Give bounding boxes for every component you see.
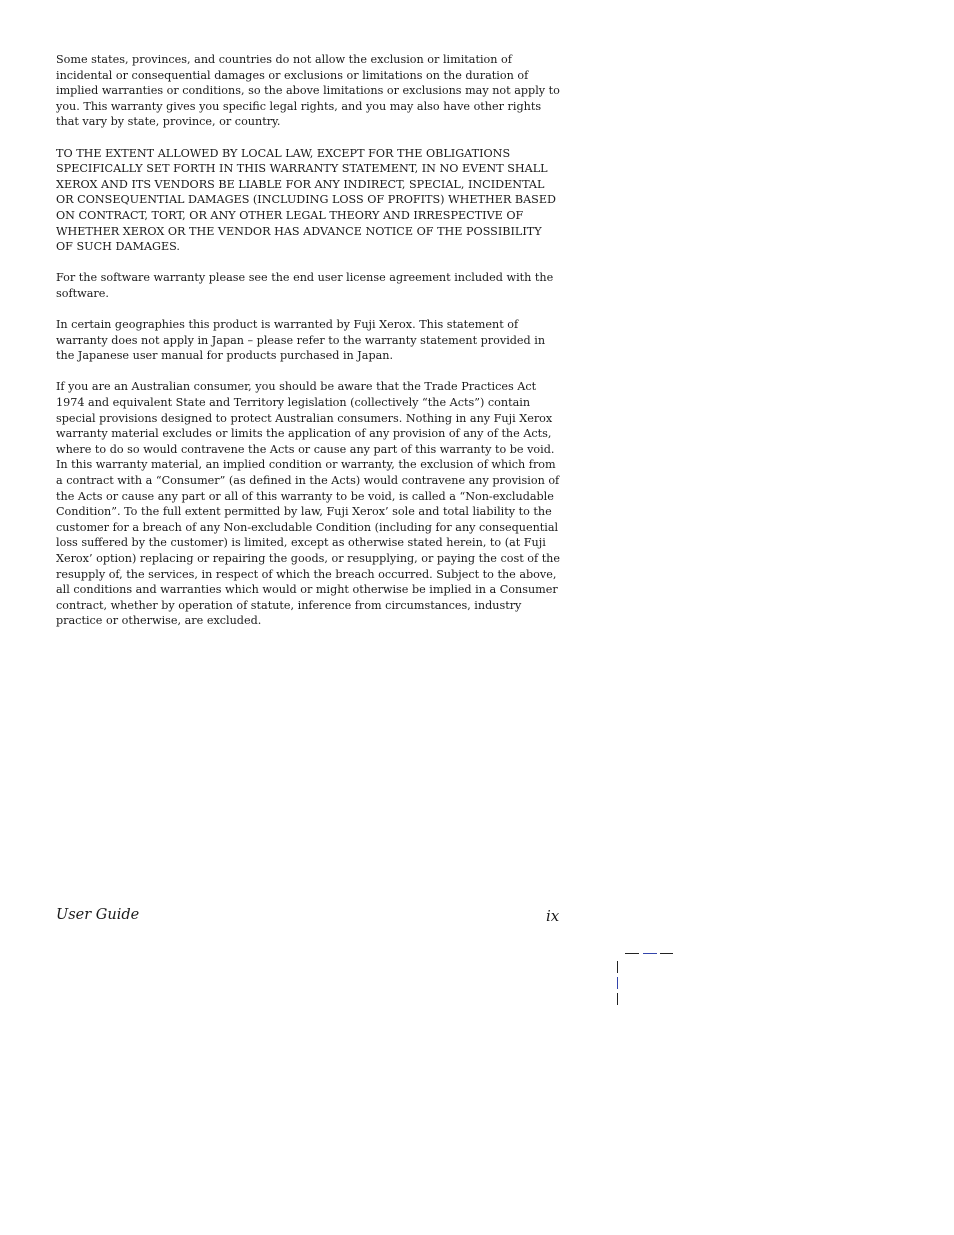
decorative-bar-mark	[617, 993, 618, 1005]
paragraph-state-limitations: Some states, provinces, and countries do not allow the exclusion or limitation of incidental or consequential damages or exclusions or limitations on the duration of implied warranties or conditions, so the above limitations or exclusions may not apply to you. This warranty gives you specific legal rights, and you may also have other rights that vary by state, province, or country.	[56, 53, 560, 129]
decorative-bar-mark	[617, 961, 618, 973]
decorative-dash-mark	[660, 953, 673, 954]
warranty-text-body	[56, 52, 561, 645]
paragraph-software-warranty: For the software warranty please see the end user license agreement included with the software.	[56, 271, 554, 300]
footer-page-number: ix	[546, 907, 560, 925]
paragraph-fuji-xerox-geographies: In certain geographies this product is warranted by Fuji Xerox. This statement of warranty does not apply in Japan – please refer to the warranty statement provided in the Japanese user manual for products purchased in Japan.	[56, 318, 546, 363]
footer-document-title: User Guide	[56, 907, 140, 923]
decorative-dash-mark	[625, 953, 639, 954]
decorative-bar-mark	[617, 977, 618, 989]
paragraph-australian-consumer: If you are an Australian consumer, you should be aware that the Trade Practices Act 1974 and equivalent State and Territory legislation (collectively “the Acts”) contain special provisions designed to protect Australian consumers. Nothing in any Fuji Xerox warranty material excludes or limits the application of any provision of any of the Acts, where to do so would contravene the Acts or cause any part of this warranty to be void. In this warranty material, an implied condition or warranty, the exclusion of which from a contract with a “Consumer” (as defined in the Acts) would contravene any provision of the Acts or cause any part or all of this warranty to be void, is called a “Non-excludable Condition”. To the full extent permitted by law, Fuji Xerox’ sole and total liability to the customer for a breach of any Non-excludable Condition (including for any consequential loss suffered by the customer) is limited, except as otherwise stated herein, to (at Fuji Xerox’ option) replacing or repairing the goods, or resupplying, or paying the cost of the resupply of, the services, in respect of which the breach occurred. Subject to the above, all conditions and warranties which would or might otherwise be implied in a Consumer contract, whether by operation of statute, inference from circumstances, industry practice or otherwise, are excluded.	[56, 380, 561, 628]
paragraph-liability-disclaimer: TO THE EXTENT ALLOWED BY LOCAL LAW, EXCEPT FOR THE OBLIGATIONS SPECIFICALLY SET FORTH IN THIS WARRANTY STATEMENT, IN NO EVENT SHALL XEROX AND ITS VENDORS BE LIABLE FOR ANY INDIRECT, SPECIAL, INCIDENTAL OR CONSEQUENTIAL DAMAGES (INCLUDING LOSS OF PROFITS) WHETHER BASED ON CONTRACT, TORT, OR ANY OTHER LEGAL THEORY AND IRRESPECTIVE OF WHETHER XEROX OR THE VENDOR HAS ADVANCE NOTICE OF THE POSSIBILITY OF SUCH DAMAGES.	[56, 146, 556, 254]
decorative-dash-mark	[643, 953, 657, 954]
